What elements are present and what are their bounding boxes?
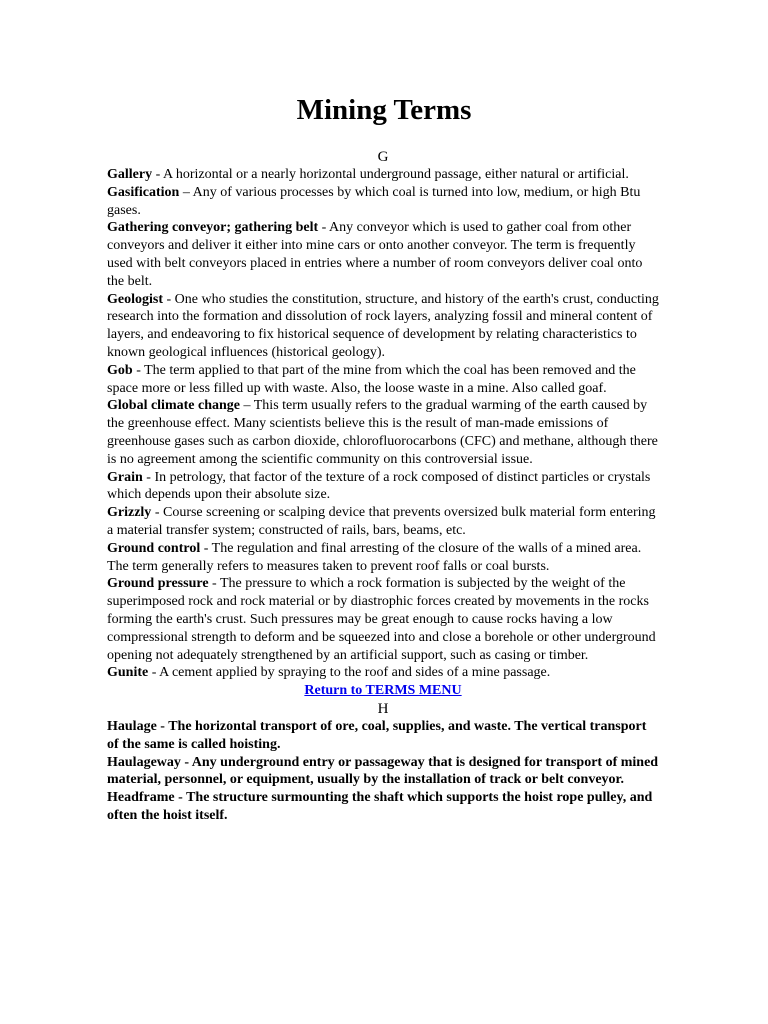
term-definition: In petrology, that factor of the texture of a rock composed of distinct particles or crystals which depends upon their absolute size. [107,469,651,503]
term-name: Headframe [107,790,175,806]
term-name: Gob [107,362,133,378]
return-to-terms-menu-link[interactable]: Return to TERMS MENU [304,683,462,699]
glossary-entry-headframe: Headframe - The structure surmounting the shaft which supports the hoist rope pulley, and often the hoist itself. [107,790,653,823]
glossary-entry-grain: Grain - In petrology, that factor of the texture of a rock composed of distinct particles or crystals which depends upon their absolute size. [107,469,651,503]
term-definition: The term applied to that part of the mine from which the coal has been removed and the space more or less filled up with waste. Also, the loose waste in a mine. Also called goaf. [107,362,636,396]
term-name: Grain [107,469,143,485]
glossary-entry-gallery: Gallery - A horizontal or a nearly horizontal underground passage, either natural or artificial. [107,167,629,182]
section-h [107,700,659,825]
glossary-entry-gunite: Gunite - A cement applied by spraying to the roof and sides of a mine passage. [107,665,551,681]
letter-heading-h: H [377,700,389,717]
term-definition: One who studies the constitution, structure, and history of the earth's crust, conducting research into the formation and dissolution of rock layers, analyzing fossil and mineral content of layers, and endeavoring to fix historical sequence of development by relating characteristics to known geological influences (historical geology). [107,291,659,360]
term-definition: A horizontal or a nearly horizontal underground passage, either natural or artificial. [163,167,629,182]
glossary-content [107,148,659,825]
section-g [107,148,659,682]
term-definition: A cement applied by spraying to the roof and sides of a mine passage. [159,665,551,681]
term-name: Ground pressure [107,576,209,592]
glossary-entry-geologist: Geologist - One who studies the constitution, structure, and history of the earth's crust, conducting research into the formation and dissolution of rock layers, analyzing fossil and mineral content of layers, and endeavoring to fix historical sequence of development by relating characteristics to known geological influences (historical geology). [107,291,659,360]
glossary-entry-gob: Gob - The term applied to that part of the mine from which the coal has been removed and the space more or less filled up with waste. Also, the loose waste in a mine. Also called goaf. [107,362,636,396]
term-name: Haulage [107,718,157,734]
glossary-entry-haulageway: Haulageway - Any underground entry or passageway that is designed for transport of mined material, personnel, or equipment, usually by the installation of track or belt conveyor. [107,754,659,788]
term-name: Haulageway [107,754,181,770]
page-title: Mining Terms [296,94,472,126]
term-definition: Any underground entry or passageway that is designed for transport of mined material, personnel, or equipment, usually by the installation of track or belt conveyor. [107,754,659,788]
term-name: Global climate change [107,398,240,414]
glossary-entry-grizzly: Grizzly - Course screening or scalping device that prevents oversized bulk material form entering a material transfer system; constructed of rails, bars, beams, etc. [107,505,656,538]
term-name: Gathering conveyor; gathering belt [107,220,319,236]
glossary-entry-haulage: Haulage - The horizontal transport of ore, coal, supplies, and waste. The vertical transport of the same is called hoisting. [107,718,647,752]
term-definition: The pressure to which a rock formation is subjected by the weight of the superimposed rock and rock material or by diastrophic forces created by movements in the rocks forming the earth's crust. Such pressures may be great enough to cause rocks having a low compressional strength to deform and be squeezed into and close a borehole or other underground opening not adequately strengthened by an artificial support, such as casing or timber. [107,576,656,663]
glossary-entry-gasification: Gasification – Any of various processes by which coal is turned into low, medium, or high Btu gases. [107,184,641,218]
term-definition: The horizontal transport of ore, coal, supplies, and waste. The vertical transport of the same is called hoisting. [107,718,647,752]
term-definition: Any of various processes by which coal is turned into low, medium, or high Btu gases. [107,184,641,218]
term-definition: This term usually refers to the gradual warming of the earth caused by the greenhouse effect. Many scientists believe this is the result of man-made emissions of greenhouse gases such as carbon dioxide, chlorofluorocarbons (CFC) and methane, although there is no agreement among the scientific community on this controversial issue. [107,398,658,467]
letter-heading-g: G [377,149,389,165]
term-definition: The structure surmounting the shaft which supports the hoist rope pulley, and often the hoist itself. [107,790,653,823]
term-name: Grizzly [107,505,152,521]
glossary-entry-global-climate-change: Global climate change – This term usually refers to the gradual warming of the earth caused by the greenhouse effect. Many scientists believe this is the result of man-made emissions of greenhouse gases such as carbon dioxide, chlorofluorocarbons (CFC) and methane, although there is no agreement among the scientific community on this controversial issue. [107,398,658,467]
term-name: Gallery [107,167,153,182]
glossary-entry-ground-control: Ground control - The regulation and final arresting of the closure of the walls of a mined area. The term generally refers to measures taken to prevent roof falls or coal bursts. [107,540,642,574]
term-name: Geologist [107,291,163,307]
glossary-entry-ground-pressure: Ground pressure - The pressure to which a rock formation is subjected by the weight of the superimposed rock and rock material or by diastrophic forces created by movements in the rocks forming the earth's crust. Such pressures may be great enough to cause rocks having a low compressional strength to deform and be squeezed into and close a borehole or other underground opening not adequately strengthened by an artificial support, such as casing or timber. [107,576,656,663]
term-name: Ground control [107,540,201,556]
glossary-entry-gathering-conveyor: Gathering conveyor; gathering belt - Any conveyor which is used to gather coal from other conveyors and deliver it either into mine cars or onto another conveyor. The term is frequently used with belt conveyors placed in entries where a number of room conveyors deliver coal onto the belt. [107,220,643,289]
term-definition: Course screening or scalping device that prevents oversized bulk material form entering a material transfer system; constructed of rails, bars, beams, etc. [107,505,656,538]
term-definition: Any conveyor which is used to gather coal from other conveyors and deliver it either into mine cars or onto another conveyor. The term is frequently used with belt conveyors placed in entries where a number of room conveyors deliver coal onto the belt. [107,220,643,289]
term-name: Gasification [107,184,180,200]
term-name: Gunite [107,665,149,681]
term-definition: The regulation and final arresting of the closure of the walls of a mined area. The term generally refers to measures taken to prevent roof falls or coal bursts. [107,540,642,574]
